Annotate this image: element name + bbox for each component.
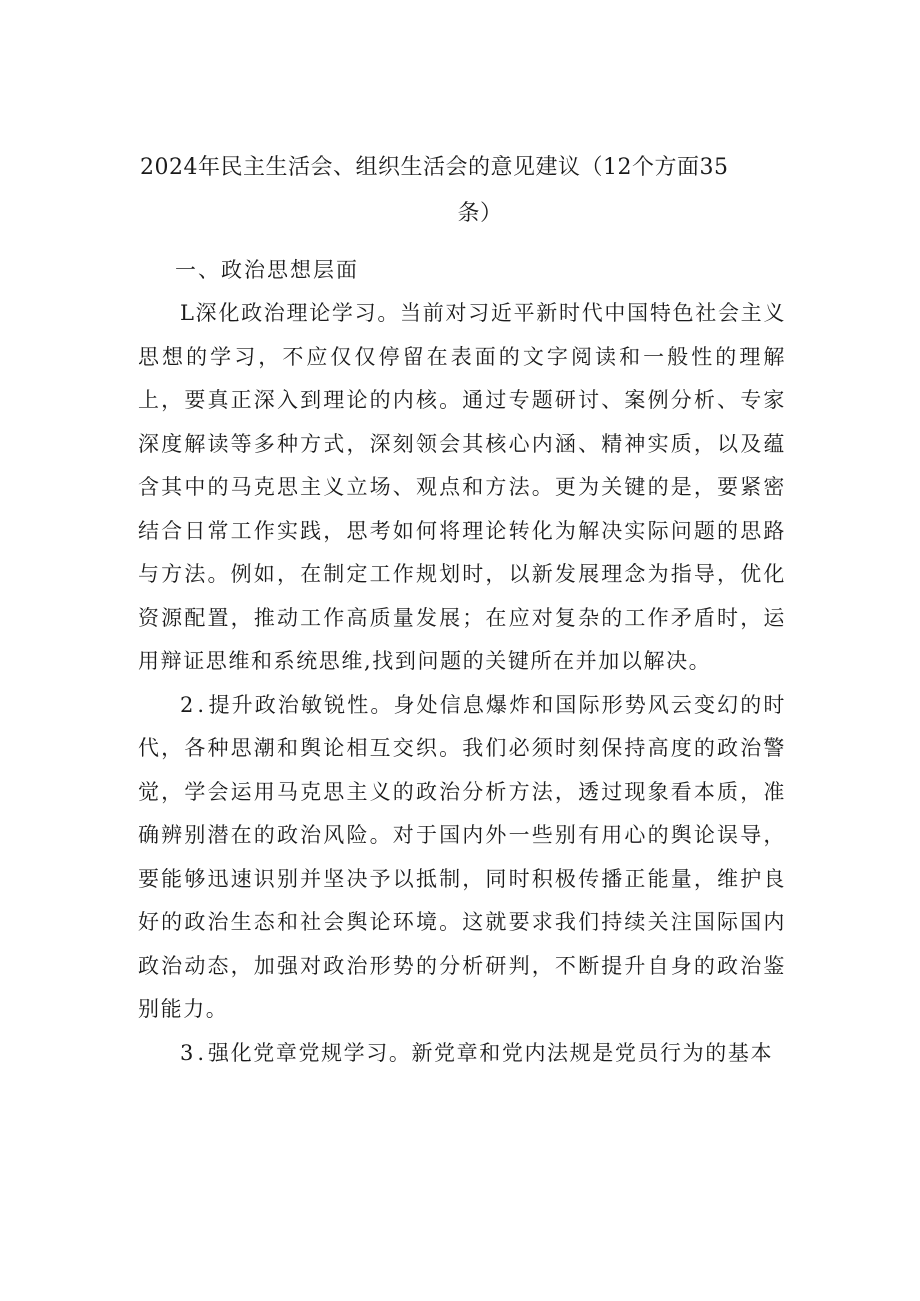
paragraph-1: [138, 292, 786, 684]
paragraph-2: [138, 684, 786, 1032]
paragraph-3-number: 3.: [180, 1040, 209, 1065]
document-body: [138, 292, 786, 1075]
section-heading-political-thought: 一、政治思想层面: [175, 258, 359, 282]
paragraph-3-text: 强化党章党规学习。新党章和党内法规是党员行为的基本: [208, 1040, 774, 1065]
document-title-line1: 2024年民主生活会、组织生活会的意见建议（12个方面35: [140, 155, 729, 180]
paragraph-1-number: L: [180, 301, 196, 325]
paragraph-1-text: 深化政治理论学习。当前对习近平新时代中国特色社会主义思想的学习，不应仅仅停留在表面的文字阅读和一般性的理解上，要真正深入到理论的内核。通过专题研讨、案例分析、专家深度解读等多种方式，深刻领会其核心内涵、精神实质，以及蕴含其中的马克思主义立场、观点和方法。更为关键的是，要紧密结合日常工作实践，思考如何将理论转化为解决实际问题的思路与方法。例如，在制定工作规划时，以新发展理念为指导，优化资源配置，推动工作高质量发展；在应对复杂的工作矛盾时，运用辩证思维和系统思维,找到问题的关键所在并加以解决。: [138, 301, 786, 673]
paragraph-3: [138, 1032, 786, 1076]
paragraph-2-number: 2.: [180, 692, 209, 717]
document-title-line2: 条）: [457, 201, 503, 226]
paragraph-2-text: 提升政治敏锐性。身处信息爆炸和国际形势风云变幻的时代，各种思潮和舆论相互交织。我们必须时刻保持高度的政治警觉，学会运用马克思主义的政治分析方法，透过现象看本质，准确辨别潜在的政治风险。对于国内外一些别有用心的舆论误导，要能够迅速识别并坚决予以抵制，同时积极传播正能量，维护良好的政治生态和社会舆论环境。这就要求我们持续关注国际国内政治动态，加强对政治形势的分析研判，不断提升自身的政治鉴别能力。: [138, 692, 786, 1021]
document-title: [140, 145, 780, 237]
